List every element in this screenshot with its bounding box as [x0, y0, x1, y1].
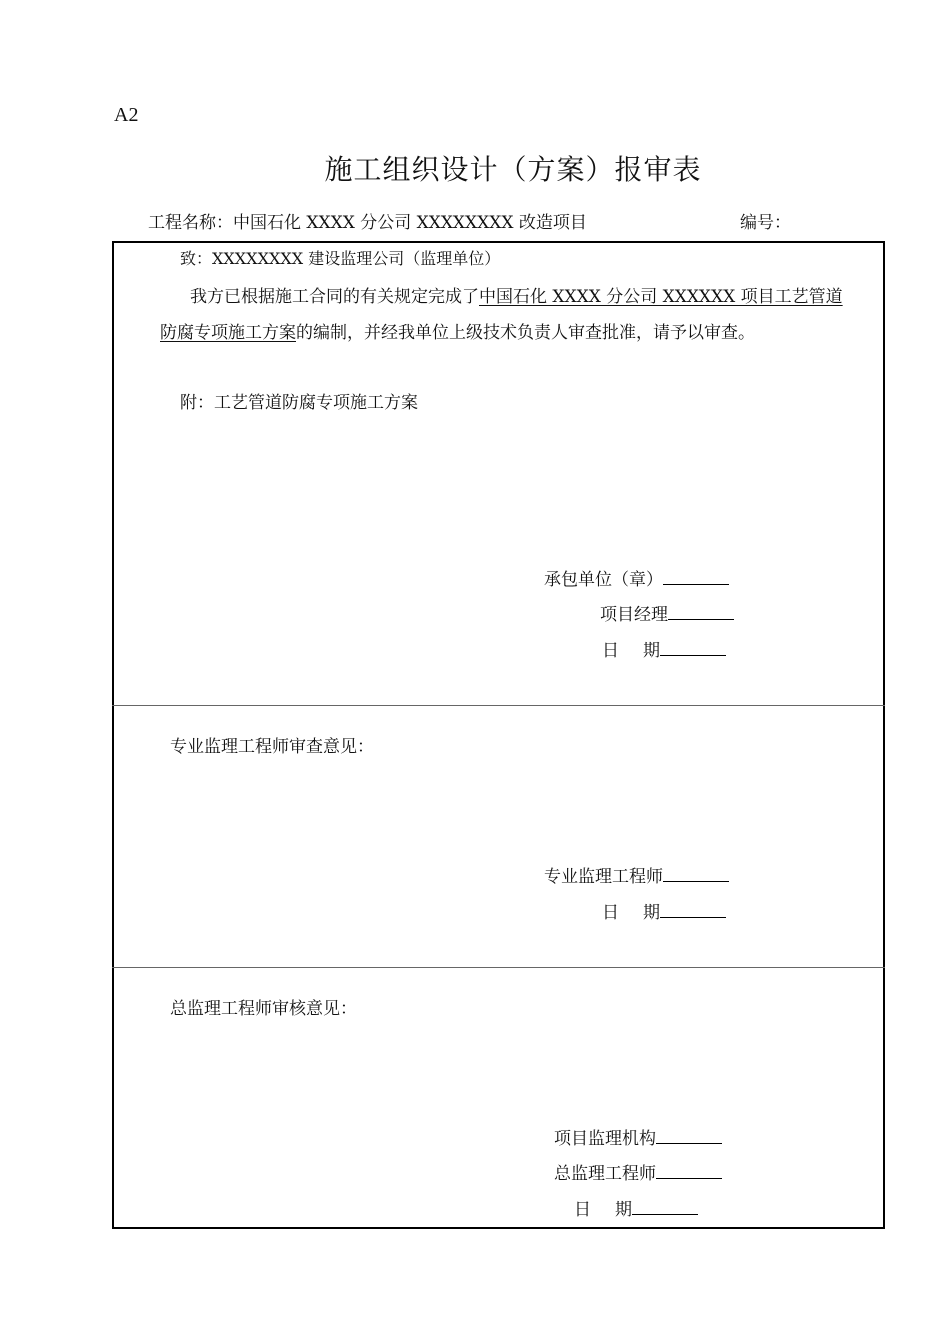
date-label: 日 [602, 903, 619, 923]
engineer-review-heading: 专业监理工程师审查意见： [170, 737, 374, 757]
manager-label: 项目经理 [600, 605, 668, 625]
submission-body-suffix: 的编制，并经我单位上级技术负责人审查批准，请予以审查。 [296, 323, 755, 343]
date-label: 日 [574, 1200, 591, 1220]
page-title: 施工组织设计（方案）报审表 [324, 153, 702, 186]
submission-plan-name: 中国石化 XXXX 分公司 XXXXXX 项目工艺管道 [479, 287, 843, 307]
project-name: 工程名称：中国石化 XXXX 分公司 XXXXXXXX 改造项目 [148, 213, 587, 233]
document-code: A2 [114, 104, 139, 126]
institution-label: 项目监理机构 [554, 1129, 656, 1149]
institution-signature [554, 1124, 722, 1149]
date-blank[interactable] [660, 900, 726, 918]
submission-body-prefix: 我方已根据施工合同的有关规定完成了 [190, 287, 479, 307]
engineer-label: 专业监理工程师 [544, 867, 663, 887]
date-line [602, 636, 726, 661]
section-divider [112, 967, 885, 968]
date-label: 期 [615, 1200, 632, 1220]
contractor-blank[interactable] [663, 567, 729, 585]
date-line [602, 898, 726, 923]
chief-engineer-signature [554, 1159, 722, 1184]
document-number-label: 编号： [740, 213, 791, 233]
chief-review-heading: 总监理工程师审核意见： [170, 999, 357, 1019]
submission-plan-name-cont: 防腐专项施工方案 [160, 323, 296, 343]
addressee: 致：XXXXXXXX 建设监理公司（监理单位） [180, 249, 501, 268]
submission-body-line-1 [190, 282, 843, 307]
contractor-label: 承包单位（章） [544, 570, 663, 590]
date-label: 期 [643, 903, 660, 923]
date-line [574, 1195, 698, 1220]
contractor-signature [544, 565, 729, 590]
manager-signature [600, 600, 734, 625]
attachment-line: 附：工艺管道防腐专项施工方案 [180, 393, 418, 413]
date-blank[interactable] [632, 1197, 698, 1215]
institution-blank[interactable] [656, 1126, 722, 1144]
date-blank[interactable] [660, 638, 726, 656]
engineer-signature [544, 862, 729, 887]
chief-engineer-label: 总监理工程师 [554, 1164, 656, 1184]
section-divider [112, 705, 885, 706]
submission-body-line-2 [160, 318, 755, 343]
date-label: 日 [602, 641, 619, 661]
manager-blank[interactable] [668, 602, 734, 620]
date-label: 期 [643, 641, 660, 661]
engineer-blank[interactable] [663, 864, 729, 882]
chief-engineer-blank[interactable] [656, 1161, 722, 1179]
